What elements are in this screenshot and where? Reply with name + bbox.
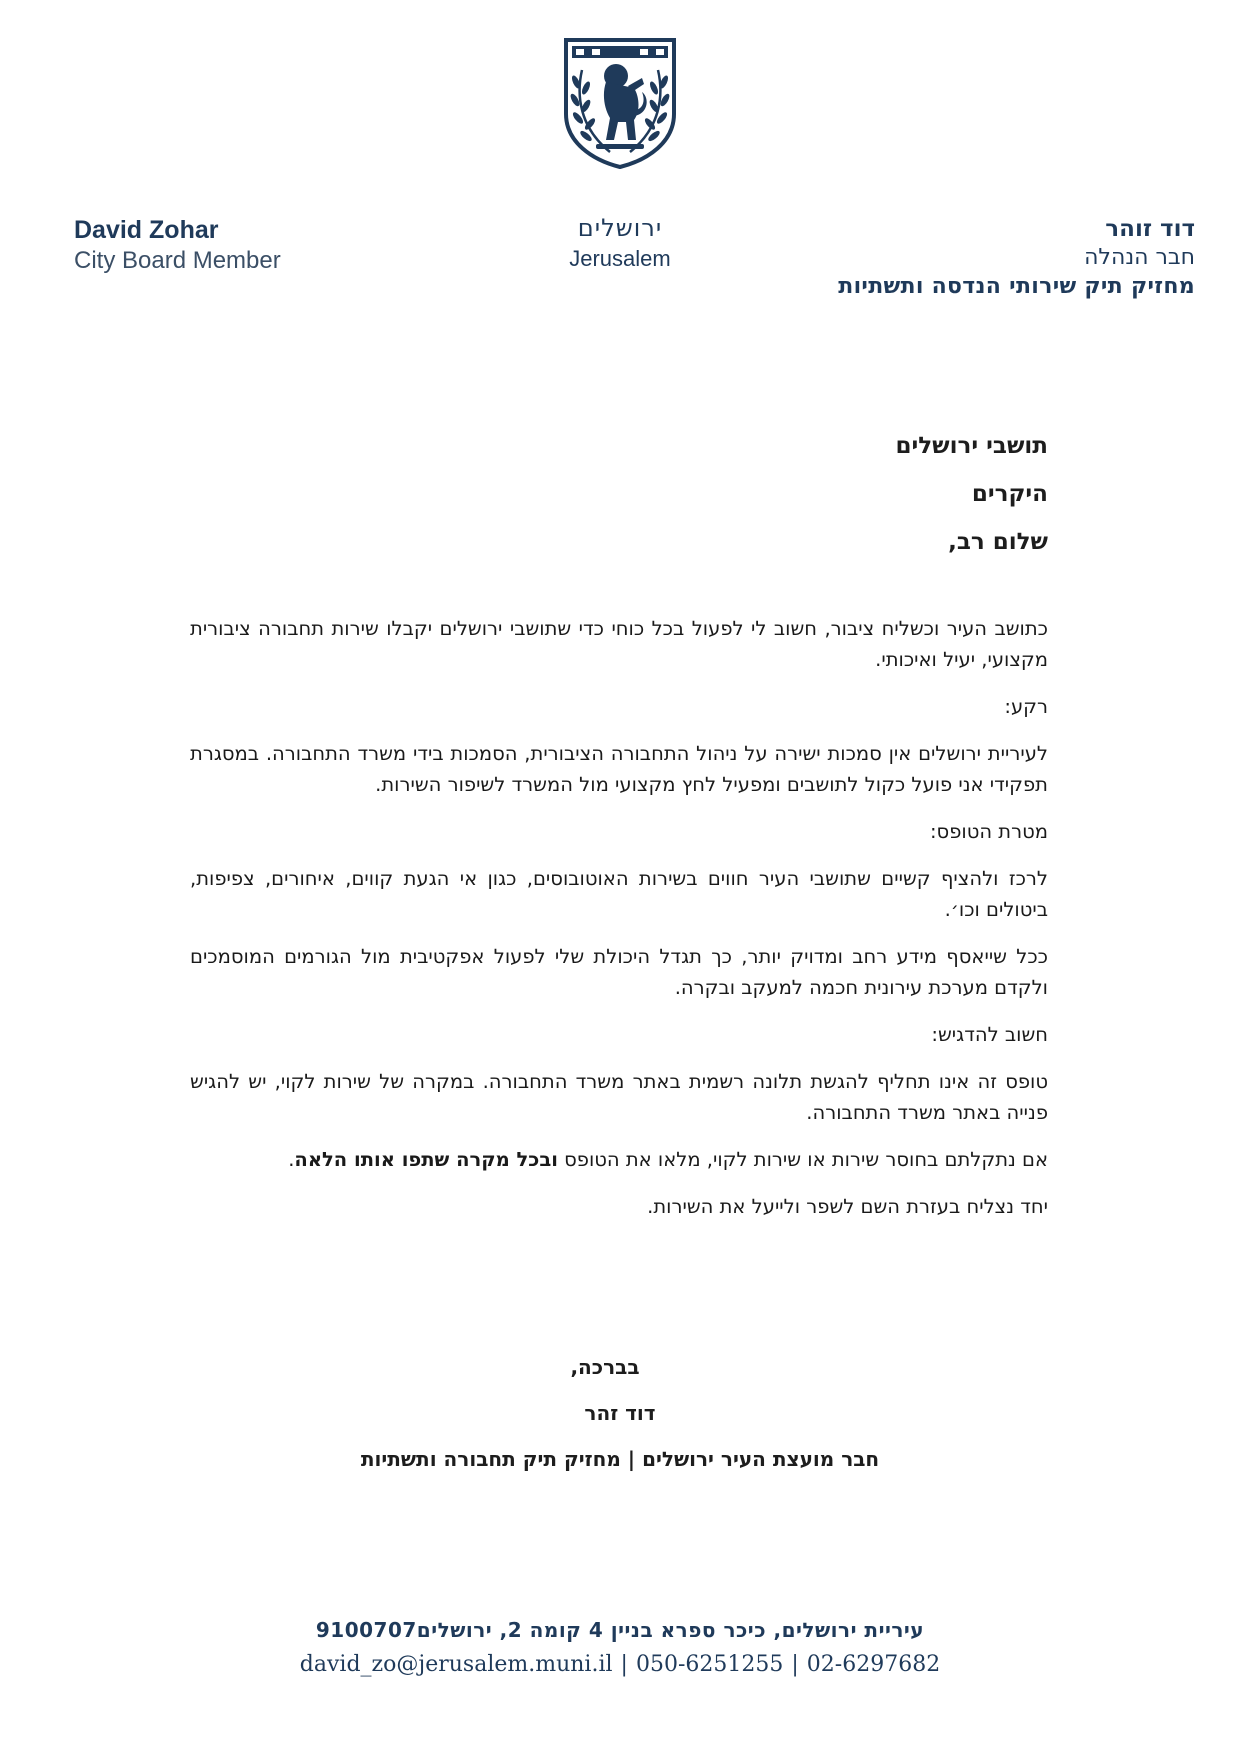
- hebrew-role: חבר הנהלה: [1084, 245, 1195, 270]
- footer-email[interactable]: david_zo@jerusalem.muni.il: [299, 1652, 613, 1677]
- footer-contact: [0, 1652, 1240, 1677]
- call-to-action-text: אם נתקלתם בחוסר שירות או שירות לקוי, מלאו את הטופס: [557, 1148, 1048, 1171]
- signature-name: דוד זהר: [584, 1401, 656, 1425]
- hebrew-portfolio: מחזיק תיק שירותי הנדסה ותשתיות: [838, 274, 1195, 299]
- footer-separator: |: [620, 1652, 628, 1677]
- paragraph-intro: כתושב העיר וכשליח ציבור, חשוב לי לפעול בכל כוחי כדי שתושבי ירושלים יקבלו שירות תחבורה ציבורית מקצועי, יעיל ואיכותי.: [190, 617, 1048, 671]
- footer-separator: |: [791, 1652, 799, 1677]
- hebrew-name: דוד זוהר: [1105, 216, 1195, 242]
- paragraph-disclaimer: טופס זה אינו תחליף להגשת תלונה רשמית באתר משרד התחבורה. במקרה של שירות לקוי, יש להגיש פנייה באתר משרד התחבורה.: [190, 1070, 1048, 1124]
- english-role: City Board Member: [74, 247, 281, 274]
- call-to-action-emphasis: ובכל מקרה שתפו אותו הלאה: [294, 1148, 558, 1171]
- footer-address: עיריית ירושלים, כיכר ספרא בניין 4 קומה 2, ירושלים9100707: [315, 1618, 925, 1642]
- english-name: David Zohar: [74, 216, 219, 244]
- call-to-action-period: .: [288, 1148, 295, 1171]
- footer: [0, 1618, 1240, 1677]
- salutation: [895, 422, 1048, 566]
- salutation-line-2: היקרים: [971, 481, 1048, 507]
- paragraph-call-to-action: [190, 1144, 1048, 1175]
- logo-block: [540, 36, 700, 272]
- paragraph-conclusion: יחד נצליח בעזרת השם לשפר ולייעל את השירות.: [647, 1195, 1048, 1218]
- paragraph-background: לעיריית ירושלים אין סמכות ישירה על ניהול התחבורה הציבורית, הסמכות בידי משרד התחבורה. במסגרת תפקידי אני פועל כקול לתושבים ומפעיל לחץ מקצועי מול המשרד לשיפור השירות.: [190, 742, 1048, 796]
- closing-block: [0, 1344, 1240, 1482]
- important-label: חשוב להדגיש:: [931, 1023, 1048, 1046]
- header-english: [74, 216, 281, 275]
- salutation-line-1: תושבי ירושלים: [895, 433, 1048, 459]
- header-hebrew: [838, 216, 1195, 299]
- jerusalem-lion-crest-icon: [562, 36, 678, 170]
- paragraph-purpose: לרכז ולהציף קשיים שתושבי העיר חווים בשירות האוטובוסים, כגון אי הגעת קווים, איחורים, צפיפות, ביטולים וכו׳.: [190, 867, 1048, 921]
- city-name-hebrew: ירושלים: [577, 214, 663, 242]
- city-name-english: Jerusalem: [569, 246, 671, 271]
- background-label: רקע:: [1004, 695, 1048, 718]
- footer-phone[interactable]: 02-6297682: [806, 1652, 941, 1677]
- letter-body: [190, 613, 1048, 1238]
- footer-mobile[interactable]: 050-6251255: [635, 1652, 784, 1677]
- signature-title: חבר מועצת העיר ירושלים | מחזיק תיק תחבורה ותשתיות: [360, 1447, 880, 1471]
- paragraph-information: ככל שייאסף מידע רחב ומדויק יותר, כך תגדל היכולת שלי לפעול אפקטיבית מול הגורמים המוסמכים ולקדם מערכת עירונית חכמה למעקב ובקרה.: [190, 945, 1048, 999]
- salutation-line-3: שלום רב,: [948, 529, 1048, 555]
- purpose-label: מטרת הטופס:: [929, 820, 1048, 843]
- closing-greeting: בברכה,: [570, 1355, 640, 1379]
